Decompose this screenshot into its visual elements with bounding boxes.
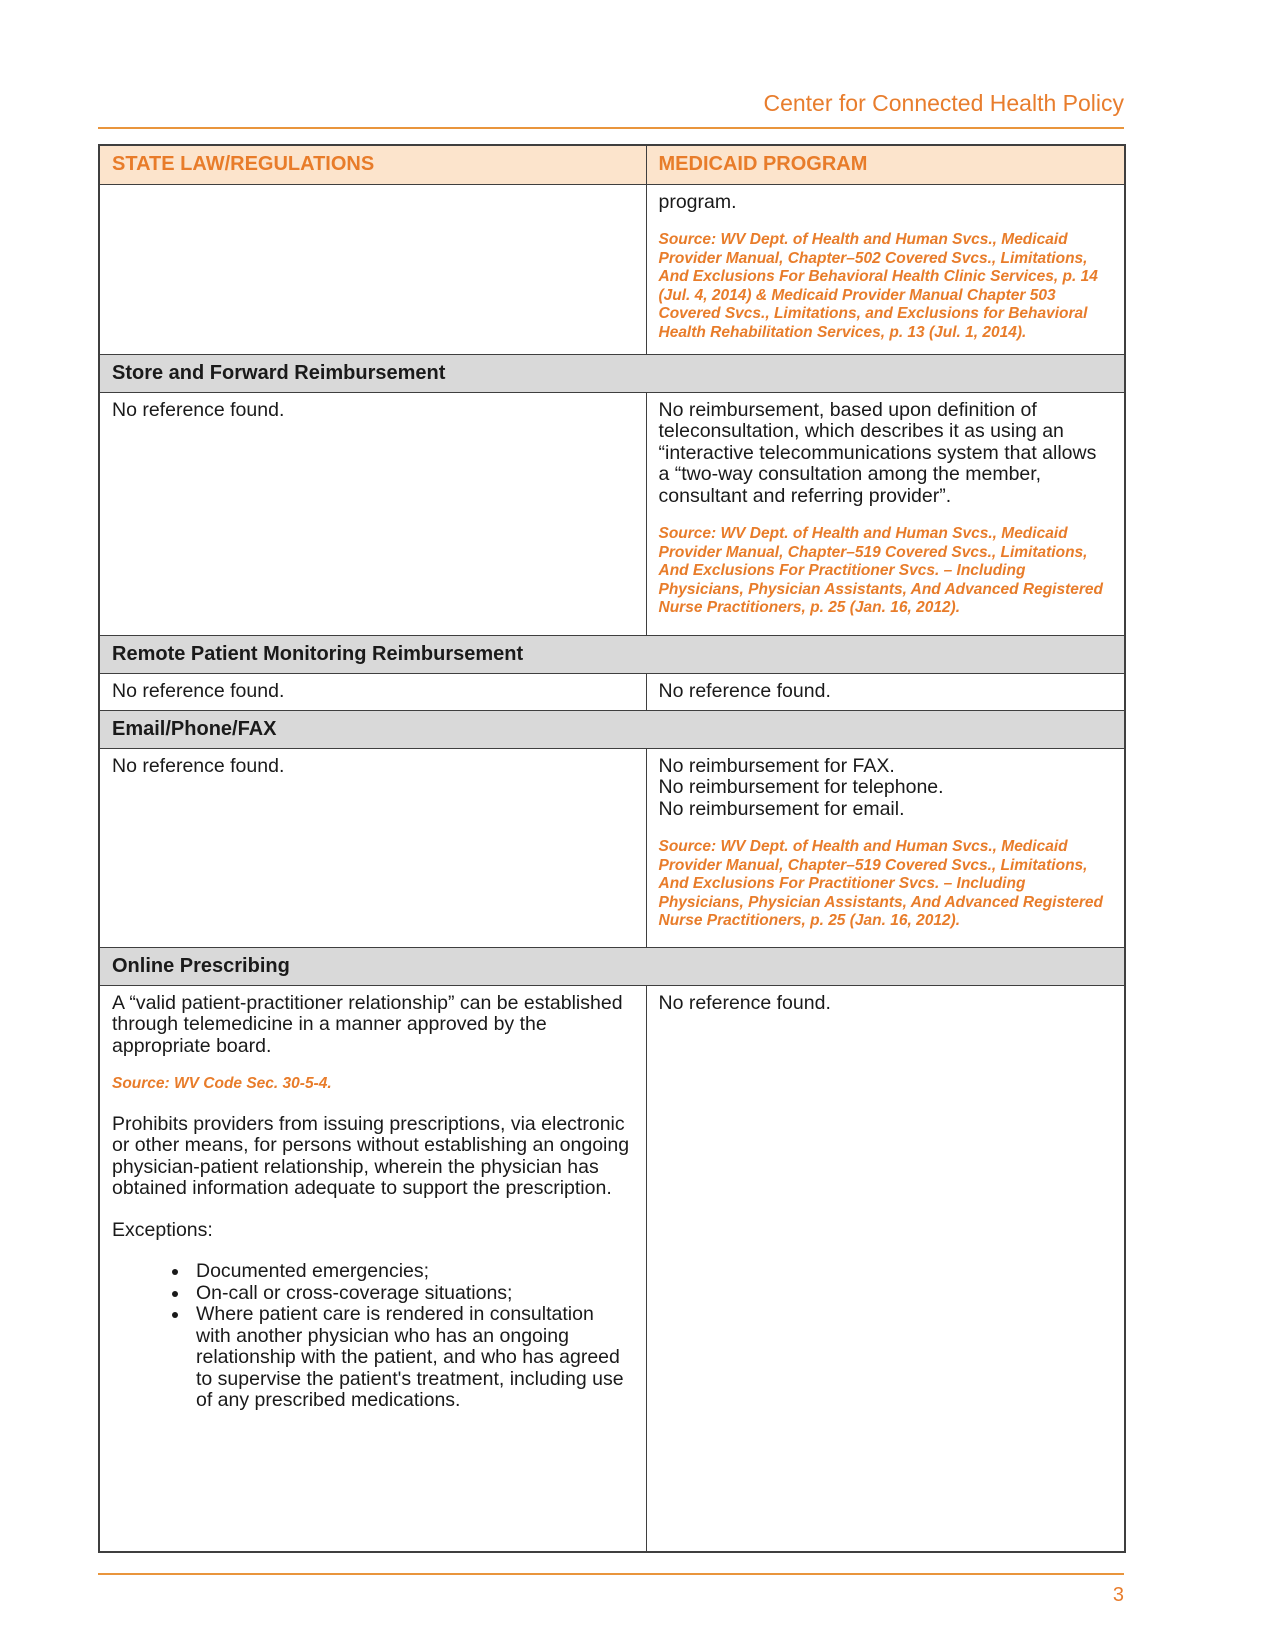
cell-text: No reimbursement for email. <box>658 797 905 820</box>
state-law-cell <box>99 673 646 710</box>
section-title: Email/Phone/FAX <box>99 710 1125 748</box>
cell-text: A “valid patient-practitioner relationship” can be established through telemedicine in a manner approved by the appropriate board. <box>112 991 623 1057</box>
source-citation: Source: WV Dept. of Health and Human Svcs., Medicaid Provider Manual, Chapter–519 Covered Svcs., Limitations, And Exclusions For Practitioner Svcs. – Including Physicians, Physician Assistants, And Advanced Registered Nurse Practitioners, p. 25 (Jan. 16, 2012). <box>658 838 1103 929</box>
page-number: 3 <box>1112 1584 1124 1606</box>
medicaid-cell <box>646 748 1125 947</box>
medicaid-cell <box>646 673 1125 710</box>
section-title: Remote Patient Monitoring Reimbursement <box>99 635 1125 673</box>
section-title: Online Prescribing <box>99 947 1125 985</box>
state-law-cell <box>99 748 646 947</box>
table-row <box>99 184 1125 354</box>
cell-text: No reference found. <box>658 991 831 1014</box>
column-header-medicaid: MEDICAID PROGRAM <box>646 145 1125 184</box>
header-rule <box>98 127 1124 129</box>
page-title: Center for Connected Health Policy <box>763 90 1124 116</box>
cell-text: No reference found. <box>112 398 285 421</box>
cell-text: No reference found. <box>658 679 831 702</box>
list-item: • Documented emergencies; <box>190 1261 634 1283</box>
table-row <box>99 392 1125 635</box>
source-citation: Source: WV Code Sec. 30-5-4. <box>112 1075 332 1092</box>
table-row <box>99 748 1125 947</box>
state-law-cell <box>99 985 646 1552</box>
cell-text: program. <box>658 190 737 213</box>
cell-text: No reimbursement for telephone. <box>658 776 944 798</box>
section-row-email-phone-fax <box>99 710 1125 748</box>
section-row-online-prescribing <box>99 947 1125 985</box>
cell-text: No reference found. <box>112 679 285 702</box>
source-citation: Source: WV Dept. of Health and Human Svcs., Medicaid Provider Manual, Chapter–502 Covered Svcs., Limitations, And Exclusions For Behavioral Health Clinic Services, p. 14 (Jul. 4, 2014) & Medicaid Provider Manual Chapter 503 Covered Svcs., Limitations, and Exclusions for Behavioral Health Rehabilitation Services, p. 13 (Jul. 1, 2014). <box>658 231 1098 341</box>
list-item: • Where patient care is rendered in consultation with another physician who has an ongoing relationship with the patient, and who has agreed to supervise the patient's treatment, including use of any prescribed medications. <box>190 1304 634 1412</box>
table-row <box>99 673 1125 710</box>
table-header-row <box>99 145 1125 184</box>
cell-text: No reimbursement, based upon definition of teleconsultation, which describes it as using an “interactive telecommunications system that allows a “two-way consultation among the member, consultant and referring provider”. <box>658 398 1097 507</box>
medicaid-cell <box>646 392 1125 635</box>
continuation-left-cell <box>99 184 646 354</box>
footer-rule <box>98 1573 1124 1575</box>
table-row <box>99 985 1125 1552</box>
continuation-right-cell <box>646 184 1125 354</box>
exceptions-list <box>112 1261 634 1412</box>
source-citation: Source: WV Dept. of Health and Human Svcs., Medicaid Provider Manual, Chapter–519 Covered Svcs., Limitations, And Exclusions For Practitioner Svcs. – Including Physicians, Physician Assistants, And Advanced Registered Nurse Practitioners, p. 25 (Jan. 16, 2012). <box>658 525 1103 616</box>
cell-text: No reimbursement for FAX. <box>658 754 895 777</box>
column-header-state-law: STATE LAW/REGULATIONS <box>99 145 646 184</box>
medicaid-cell <box>646 985 1125 1552</box>
state-law-cell <box>99 392 646 635</box>
cell-text: Prohibits providers from issuing prescriptions, via electronic or other means, for persons without establishing an ongoing physician-patient relationship, wherein the physician has obtained information adequate to support the prescription. <box>112 1112 630 1199</box>
section-row-store-forward <box>99 354 1125 392</box>
section-row-remote-monitoring <box>99 635 1125 673</box>
exceptions-label: Exceptions: <box>112 1218 213 1241</box>
regulations-table <box>98 144 1126 1553</box>
list-item: • On-call or cross-coverage situations; <box>190 1283 634 1305</box>
section-title: Store and Forward Reimbursement <box>99 354 1125 392</box>
cell-text: No reference found. <box>112 754 285 777</box>
document-content <box>98 0 1124 1607</box>
